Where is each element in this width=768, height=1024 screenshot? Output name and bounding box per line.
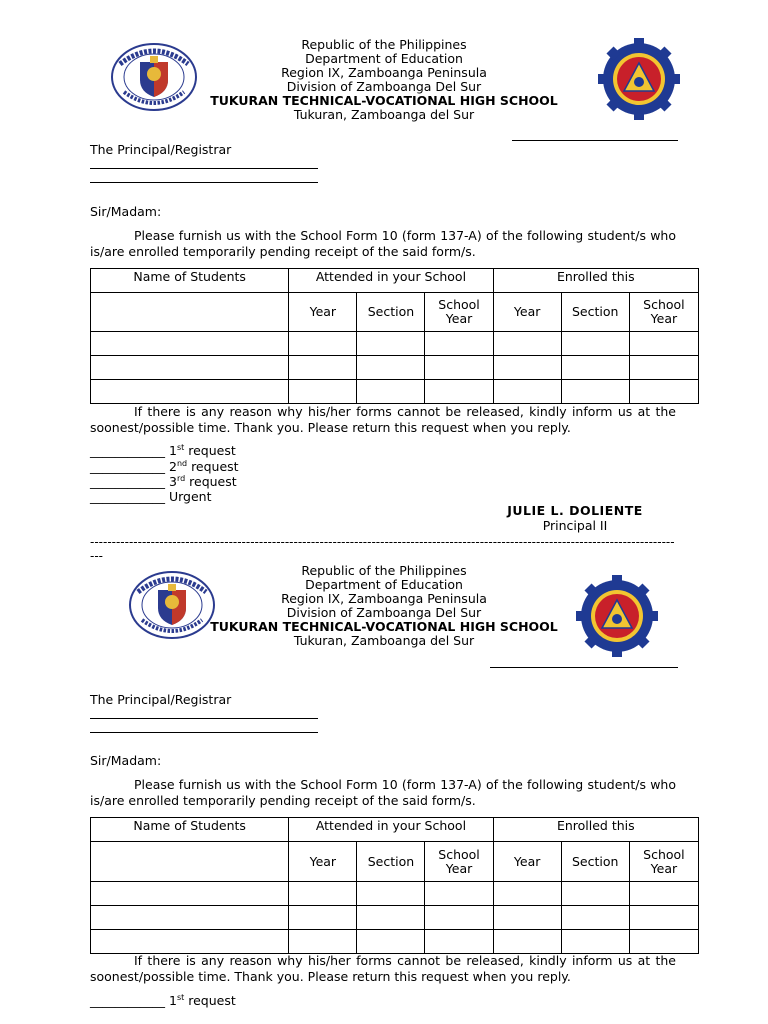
col-header-school-year: School Year	[425, 842, 493, 882]
table-cell[interactable]	[357, 380, 425, 404]
table-cell[interactable]	[289, 906, 357, 930]
table-cell[interactable]	[561, 380, 629, 404]
table-cell[interactable]	[561, 930, 629, 954]
request-blank[interactable]: ____________	[90, 993, 165, 1008]
student-table	[90, 268, 699, 404]
table-cell[interactable]	[91, 332, 289, 356]
header-line4: Division of Zamboanga Del Sur	[286, 605, 482, 620]
request-label: request	[187, 459, 239, 474]
col-header-section: Section	[357, 293, 425, 332]
closing-paragraph-text: If there is any reason why his/her forms cannot be released, kindly inform us at the soonest/possible time. Thank you. Please return this request when you reply.	[90, 953, 676, 984]
col-header-year: Year	[493, 842, 561, 882]
table-cell[interactable]	[289, 380, 357, 404]
table-row	[91, 356, 699, 380]
request-ordinal: nd	[176, 459, 188, 468]
header-line3: Region IX, Zamboanga Peninsula	[281, 591, 487, 606]
table-cell[interactable]	[425, 906, 493, 930]
col-header-name: Name of Students	[91, 269, 289, 293]
table-cell[interactable]	[91, 842, 289, 882]
request-paragraph-text: Please furnish us with the School Form 10 (form 137-A) of the following student/s who is/are enrolled temporarily pending receipt of the said form/s.	[90, 228, 676, 259]
school-seal-icon	[598, 38, 680, 120]
header-line1: Republic of the Philippines	[301, 37, 467, 52]
table-cell[interactable]	[357, 882, 425, 906]
addressee-school-line[interactable]	[90, 732, 318, 733]
school-seal-icon	[576, 575, 658, 657]
letterhead	[184, 38, 584, 122]
request-label: request	[184, 993, 236, 1008]
table-cell[interactable]	[629, 380, 698, 404]
addressee: The Principal/Registrar	[90, 142, 232, 157]
request-paragraph-text: Please furnish us with the School Form 10 (form 137-A) of the following student/s who is/are enrolled temporarily pending receipt of the said form/s.	[90, 777, 676, 808]
request-2-line	[90, 459, 239, 474]
col-header-year: Year	[493, 293, 561, 332]
col-header-section: Section	[561, 842, 629, 882]
table-cell[interactable]	[493, 356, 561, 380]
addressee-name-line[interactable]	[90, 168, 318, 169]
table-cell[interactable]	[91, 930, 289, 954]
col-header-year: Year	[289, 842, 357, 882]
header-line2: Department of Education	[305, 577, 463, 592]
table-cell[interactable]	[91, 356, 289, 380]
date-line[interactable]	[490, 667, 678, 668]
student-table	[90, 817, 699, 954]
table-cell[interactable]	[289, 356, 357, 380]
table-row	[91, 906, 699, 930]
table-cell[interactable]	[425, 882, 493, 906]
table-cell[interactable]	[629, 332, 698, 356]
school-name: TUKURAN TECHNICAL-VOCATIONAL HIGH SCHOOL	[210, 619, 558, 634]
header-line2: Department of Education	[305, 51, 463, 66]
request-blank[interactable]: ____________	[90, 459, 165, 474]
table-cell[interactable]	[357, 930, 425, 954]
header-line4: Division of Zamboanga Del Sur	[286, 79, 482, 94]
table-cell[interactable]	[425, 332, 493, 356]
table-cell[interactable]	[561, 882, 629, 906]
request-label: request	[184, 443, 236, 458]
table-cell[interactable]	[425, 356, 493, 380]
request-number: 3	[168, 474, 177, 489]
table-cell[interactable]	[91, 380, 289, 404]
table-row	[91, 882, 699, 906]
col-header-section: Section	[561, 293, 629, 332]
col-header-name: Name of Students	[91, 818, 289, 842]
request-ordinal: st	[176, 443, 185, 452]
table-cell[interactable]	[629, 882, 698, 906]
col-header-school-year: School Year	[629, 842, 698, 882]
principal-name: JULIE L. DOLIENTE	[507, 503, 643, 518]
salutation: Sir/Madam:	[90, 753, 162, 768]
request-3-line	[90, 474, 237, 489]
cut-line: ------------------------------------------------------------------------------------------------------------------------------------------	[90, 535, 675, 563]
signature-block	[470, 504, 680, 533]
addressee: The Principal/Registrar	[90, 692, 232, 707]
date-line[interactable]	[512, 140, 678, 141]
col-header-year: Year	[289, 293, 357, 332]
request-paragraph	[90, 777, 676, 808]
table-cell[interactable]	[425, 930, 493, 954]
closing-paragraph-text: If there is any reason why his/her forms cannot be released, kindly inform us at the soonest/possible time. Thank you. Please return this request when you reply.	[90, 404, 676, 435]
request-label: Urgent	[165, 489, 212, 504]
table-cell[interactable]	[289, 882, 357, 906]
col-group-enrolled: Enrolled this	[493, 269, 698, 293]
salutation: Sir/Madam:	[90, 204, 162, 219]
col-header-school-year: School Year	[629, 293, 698, 332]
table-cell[interactable]	[91, 906, 289, 930]
table-cell[interactable]	[629, 356, 698, 380]
request-1-line	[90, 443, 236, 458]
table-cell[interactable]	[493, 332, 561, 356]
table-cell[interactable]	[91, 293, 289, 332]
header-line3: Region IX, Zamboanga Peninsula	[281, 65, 487, 80]
col-group-attended: Attended in your School	[289, 269, 493, 293]
request-number: 1	[168, 443, 177, 458]
school-address: Tukuran, Zamboanga del Sur	[293, 633, 475, 648]
school-name: TUKURAN TECHNICAL-VOCATIONAL HIGH SCHOOL	[210, 93, 558, 108]
table-cell[interactable]	[629, 906, 698, 930]
col-group-attended: Attended in your School	[289, 818, 493, 842]
request-ordinal: rd	[176, 474, 186, 483]
table-cell[interactable]	[561, 906, 629, 930]
col-header-section: Section	[357, 842, 425, 882]
table-row	[91, 380, 699, 404]
table-cell[interactable]	[357, 332, 425, 356]
principal-title: Principal II	[542, 517, 608, 533]
closing-paragraph	[90, 404, 676, 435]
request-blank[interactable]: ____________	[90, 489, 165, 504]
school-address: Tukuran, Zamboanga del Sur	[293, 107, 475, 122]
table-cell[interactable]	[357, 356, 425, 380]
table-cell[interactable]	[561, 356, 629, 380]
addressee-school-line[interactable]	[90, 182, 318, 183]
request-1-line	[90, 993, 236, 1008]
request-urgent-line	[90, 489, 212, 504]
request-blank[interactable]: ____________	[90, 474, 165, 489]
request-number: 2	[168, 459, 177, 474]
table-cell[interactable]	[91, 882, 289, 906]
table-row	[91, 930, 699, 954]
closing-paragraph	[90, 953, 676, 984]
letterhead	[184, 564, 584, 648]
col-group-enrolled: Enrolled this	[493, 818, 698, 842]
table-cell[interactable]	[493, 906, 561, 930]
table-cell[interactable]	[425, 380, 493, 404]
table-cell[interactable]	[289, 332, 357, 356]
table-cell[interactable]	[289, 930, 357, 954]
request-blank[interactable]: ____________	[90, 443, 165, 458]
header-line1: Republic of the Philippines	[301, 563, 467, 578]
col-header-school-year: School Year	[425, 293, 493, 332]
request-number: 1	[168, 993, 177, 1008]
table-cell[interactable]	[493, 930, 561, 954]
request-paragraph	[90, 228, 676, 259]
table-cell[interactable]	[357, 906, 425, 930]
request-label: request	[185, 474, 237, 489]
addressee-name-line[interactable]	[90, 718, 318, 719]
table-cell[interactable]	[629, 930, 698, 954]
table-cell[interactable]	[561, 332, 629, 356]
table-cell[interactable]	[493, 380, 561, 404]
request-ordinal: st	[176, 993, 185, 1002]
table-cell[interactable]	[493, 882, 561, 906]
table-row	[91, 332, 699, 356]
